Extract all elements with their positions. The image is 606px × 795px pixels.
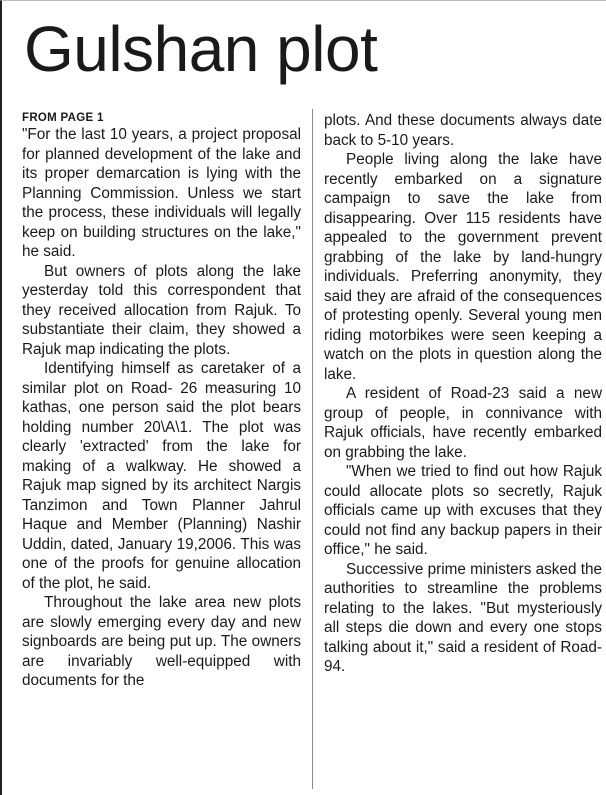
paragraph: "When we tried to find out how Rajuk could allocate plots so secretly, Rajuk officials came up with excuses that they could not find any backup papers in their office," he said. <box>324 463 602 558</box>
paragraph: Throughout the lake area new plots are slowly emerging every day and new signboards are being put up. The owners are invariably well-equipped with documents for the <box>22 594 301 689</box>
kicker: FROM PAGE 1 <box>22 112 104 124</box>
paragraph: "For the last 10 years, a project proposal for planned development of the lake and its proper demarcation is lying with the Planning Commission. Unless we start the process, these individuals will legally keep on building structures on the lake," he said. <box>22 126 301 260</box>
paragraph: Successive prime ministers asked the authorities to streamline the problems relating to the lakes. "But mysteriously all steps die down and every one stops talking about it," said a resident of Road-94. <box>324 560 602 675</box>
paragraph: Identifying himself as caretaker of a similar plot on Road- 26 measuring 10 kathas, one person said the plot bears holding number 20\A\1. The plot was clearly 'extracted' from the lake for making of a walkway. He showed a Rajuk map signed by its architect Nargis Tanzimon and Town Planner Jahrul Haque and Member (Planning) Nashir Uddin, dated, January 19,2006. This was one of the proofs for genuine allocation of the plot, he said. <box>22 360 301 592</box>
headline: Gulshan plot <box>24 13 378 85</box>
column-divider <box>312 109 313 789</box>
paragraph-continued: plots. And these documents always date back to 5-10 years. <box>324 112 602 149</box>
paragraph: A resident of Road-23 said a new group of people, in connivance with Rajuk officials, have recently embarked on grabbing the lake. <box>324 385 602 461</box>
article-column-left <box>22 111 301 691</box>
paragraph: But owners of plots along the lake yesterday told this correspondent that they received allocation from Rajuk. To substantiate their claim, they showed a Rajuk map indicating the plots. <box>22 262 301 358</box>
article-column-right <box>324 111 602 677</box>
paragraph: People living along the lake have recently embarked on a signature campaign to save the lake from disappearing. Over 115 residents have appealed to the government prevent grabbing of the lake by land-hungry individuals. Preferring anonymity, they said they are afraid of the consequences of protesting openly. Several young men riding motorbikes were seen keeping a watch on the plots in question along the lake. <box>324 151 602 383</box>
